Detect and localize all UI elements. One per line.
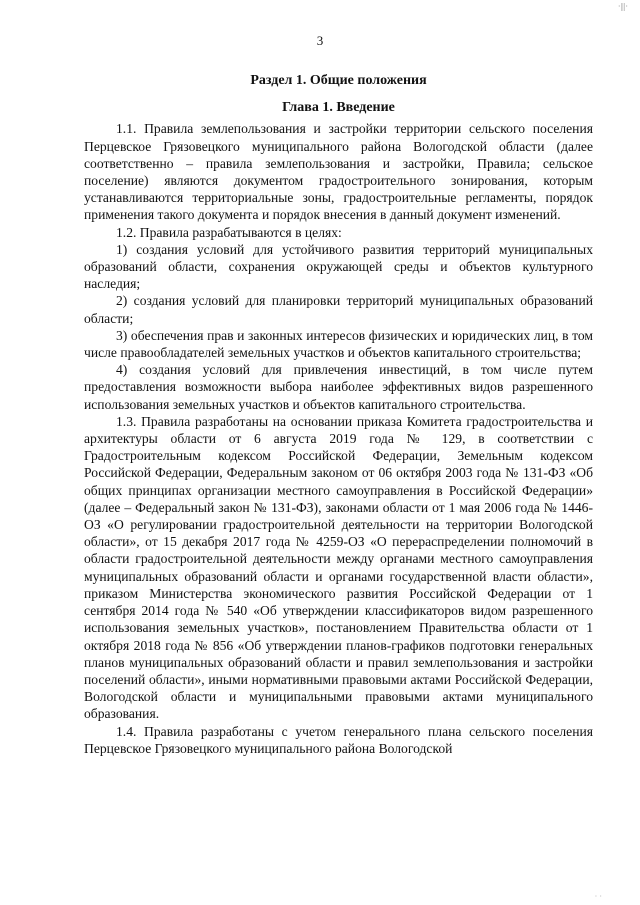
scan-bottom-mark: · · [594,892,602,901]
scan-corner-mark: ·|||· [617,2,628,11]
list-item-4: 4) создания условий для привлечения инвестиций, в том числе путем предоставления возможности выбора наиболее эффективных видов разрешенного использования земельных участков и объектов капитального строительства. [84,362,593,412]
page-number: 3 [316,33,324,48]
list-item-3: 3) обеспечения прав и законных интересов физических и юридических лиц, в том числе правообладателей земельных участков и объектов капитального строительства; [84,327,593,361]
paragraph-1-3: 1.3. Правила разработаны на основании приказа Комитета градостроительства и архитектуры области от 6 августа 2019 года № 129, в соответствии с Градостроительным кодексом Российской Федерации, Земельным кодексом Российской Федерации, Федеральным законом от 06 октября 2003 года № 131-ФЗ «Об общих принципах организации местного самоуправления в Российской Федерации» (далее – Федеральный закон № 131-ФЗ), законами области от 1 мая 2006 года № 1446-ОЗ «О регулировании градостроительной деятельности на территории Вологодской области», от 15 декабря 2017 года № 4259-ОЗ «О перераспределении полномочий в области градостроительной деятельности между органами местного самоуправления муниципальных образований области и органами государственной власти области», приказом Министерства экономического развития Российской Федерации от 1 сентября 2014 года № 540 «Об утверждении классификаторов видом разрешенного использования земельных участков», постановлением Правительства области от 1 октября 2018 года № 856 «Об утверждении планов-графиков подготовки генеральных планов муниципальных образований области и правил землепользования и застройки поселений области», иными нормативными правовыми актами Российской Федерации, Вологодской области и муниципальными правовыми актами муниципального образования. [84,413,593,722]
paragraph-1-1: 1.1. Правила землепользования и застройки территории сельского поселения Перцевское Грязовецкого муниципального района Вологодской области (далее соответственно – правила землепользования и застройки, Правила; сельское поселение) являются документом градостроительного зонирования, которым устанавливаются территориальные зоны, градостроительные регламенты, порядок применения такого документа и порядок внесения в данный документ изменений. [84,121,593,223]
paragraph-1-4: 1.4. Правила разработаны с учетом генерального плана сельского поселения Перцевское Грязовецкого муниципального района Вологодской [84,723,593,756]
list-item-2: 2) создания условий для планировки территорий муниципальных образований области; [84,293,593,326]
paragraph-1-2: 1.2. Правила разрабатываются в целях: [116,224,342,240]
list-item-1: 1) создания условий для устойчивого развития территорий муниципальных образований области, сохранения окружающей среды и объектов культурного наследия; [84,241,593,292]
section-title: Раздел 1. Общие положения [250,73,427,88]
document-body [84,72,593,757]
chapter-title: Глава 1. Введение [282,100,395,116]
